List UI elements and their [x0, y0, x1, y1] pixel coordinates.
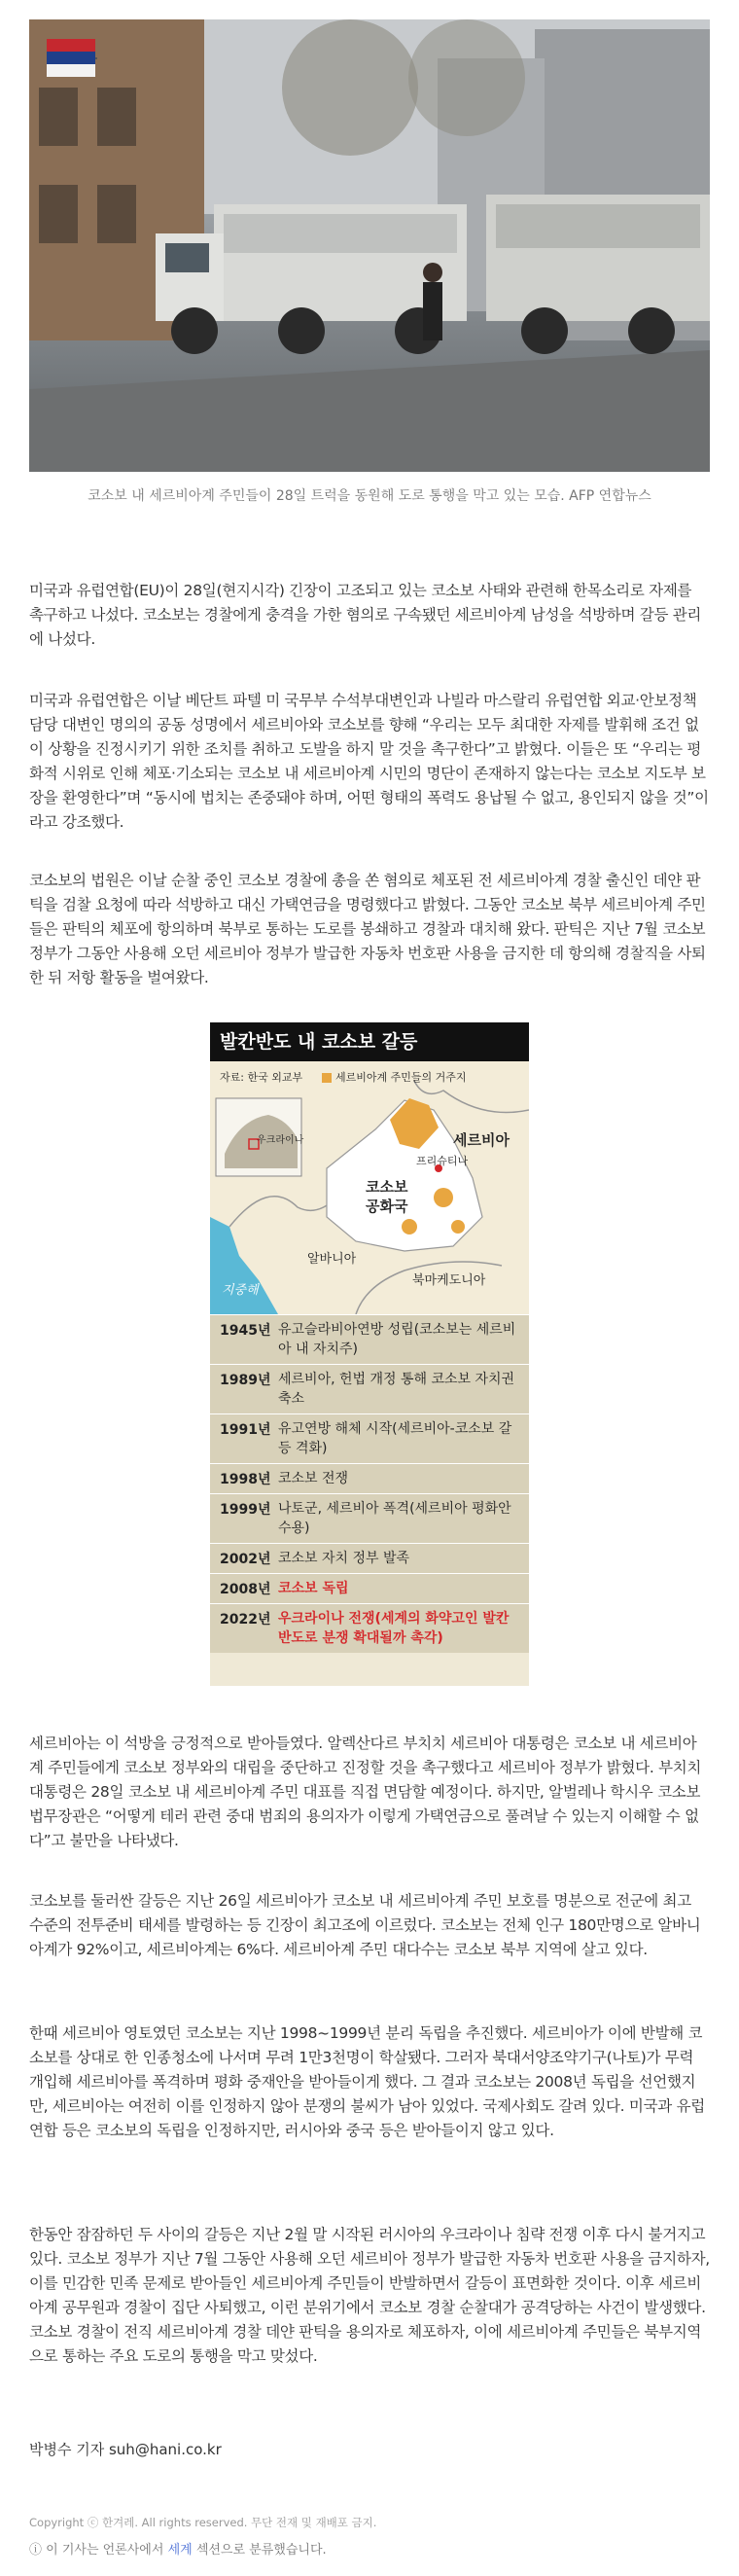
- section-classification: [29, 2539, 327, 2558]
- photo-caption: 코소보 내 세르비아계 주민들이 28일 트럭을 동원해 도로 통행을 막고 있는 모습. AFP 연합뉴스: [88, 488, 651, 504]
- article-paragraph-4: 세르비아는 이 석방을 긍정적으로 받아들였다. 알렉산다르 부치치 세르비아 대통령은 코소보 내 세르비아계 주민들에게 코소보 정부와의 대립을 중단하고 진정할 것을 촉구했다고 세르비아 정부가 밝혔다. 부치치 대통령은 28일 코소보 내 세르비아계 주민 대표를 직접 면담할 예정이다. 하지만, 알벌레나 학시우 코소보 법무장관은 “어떻게 테러 관련 중대 범죄의 용의자가 이렇게 가택연금으로 풀려날 수 있는지 이해할 수 없다”고 불만을 나타냈다.: [29, 1735, 702, 1849]
- article-paragraph-6: 한때 세르비아 영토였던 코소보는 지난 1998~1999년 분리 독립을 추진했다. 세르비아가 이에 반발해 코소보를 상대로 한 인종청소에 나서며 무려 1만3천명이 학살됐다. 그러자 북대서양조약기구(나토)가 무력 개입해 세르비아를 폭격하며 평화 중재안을 받아들이게 했다. 그 결과 코소보는 2008년 독립을 선언했지만, 세르비아는 여전히 이를 인정하지 않아 분쟁의 불씨가 남아 있었다. 국제사회도 갈려 있다. 미국과 유럽연합 등은 코소보의 독립을 인정하지만, 러시아와 중국 등은 받아들이지 않고 있다.: [29, 2024, 705, 2139]
- timeline-year: 1989년: [220, 1373, 271, 1388]
- article-wrapper: [29, 19, 710, 2558]
- article-paragraph-1: 미국과 유럽연합(EU)이 28일(현지시각) 긴장이 고조되고 있는 코소보 사태와 관련해 한목소리로 자제를 촉구하고 나섰다. 코소보는 경찰에게 충격을 가한 혐의로 구속됐던 세르비아계 남성을 석방하며 갈등 관리에 나섰다.: [29, 582, 702, 648]
- map-source: 자료: 한국 외교부: [220, 1071, 303, 1084]
- timeline-row: [210, 1364, 529, 1413]
- timeline-event: 세르비아, 헌법 개정 통해 코소보 자치권 축소: [278, 1372, 515, 1407]
- label-albania: 알바니아: [307, 1252, 357, 1267]
- timeline-event: 우크라이나 전쟁(세계의 화약고인 발칸반도로 분쟁 확대될까 촉각): [278, 1611, 510, 1646]
- timeline-year: 2008년: [220, 1582, 271, 1597]
- infographic-map: [210, 1061, 529, 1314]
- article-paragraph-7: 한동안 잠잠하던 두 사이의 갈등은 지난 2월 말 시작된 러시아의 우크라이나 침략 전쟁 이후 다시 불거지고 있다. 코소보 정부가 지난 7월 그동안 사용해 오던 세르비아 정부가 발급한 자동차 번호판 사용을 금지하자, 이를 민감한 민족 문제로 받아들인 세르비아계 주민들이 반발하면서 갈등이 표면화한 것이다. 이후 세르비아계 공무원과 경찰이 집단 사퇴했고, 이런 분위기에서 코소보 경찰 순찰대가 공격당하는 사건이 발생했다. 코소보 경찰이 전직 세르비아계 경찰 데얀 판틱을 용의자로 체포하자, 이에 세르비아계 주민들은 북부지역으로 통하는 주요 도로의 통행을 막고 맞섰다.: [29, 2226, 710, 2365]
- settlement-3: [451, 1220, 465, 1234]
- timeline-row: [210, 1603, 529, 1653]
- infographic-title: 발칸반도 내 코소보 갈등: [210, 1022, 529, 1061]
- timeline-event: 나토군, 세르비아 폭격(세르비아 평화안 수용): [278, 1501, 511, 1536]
- timeline-event: 코소보 독립: [278, 1581, 349, 1596]
- timeline-event: 유고연방 해체 시작(세르비아-코소보 갈등 격화): [278, 1421, 512, 1456]
- article-paragraph-3: 코소보의 법원은 이날 순찰 중인 코소보 경찰에 총을 쏜 혐의로 체포된 전 세르비아계 경찰 출신인 데얀 판틱을 검찰 요청에 따라 석방하고 대신 가택연금을 명령했다고 밝혔다. 그동안 코소보 북부 세르비아계 주민들은 판틱의 체포에 항의하며 북부로 통하는 도로를 봉쇄하고 경찰과 대치해 왔다. 판틱은 지난 7월 코소보 정부가 그동안 사용해 오던 세르비아 정부가 발급한 자동차 번호판 사용을 금지한 데 항의해 경찰직을 사퇴한 뒤 저항 활동을 벌여왔다.: [29, 872, 706, 986]
- label-north-macedonia: 북마케도니아: [412, 1273, 486, 1288]
- timeline-row: [210, 1543, 529, 1573]
- inset-label: 우크라이나: [257, 1135, 304, 1146]
- timeline-year: 1999년: [220, 1502, 271, 1518]
- timeline-row: [210, 1493, 529, 1543]
- label-kosovo: 코소보: [366, 1178, 408, 1196]
- timeline-row: [210, 1573, 529, 1603]
- byline: 박병수 기자 suh@hani.co.kr: [29, 2441, 222, 2458]
- map-legend: [322, 1069, 467, 1085]
- section-link[interactable]: 세계: [167, 2543, 193, 2558]
- timeline-year: 2022년: [220, 1612, 271, 1628]
- timeline-event: 유고슬라비아연방 성립(코소보는 세르비아 내 자치주): [278, 1322, 516, 1357]
- timeline-row: [210, 1314, 529, 1364]
- kosovo-infographic: [210, 1022, 529, 1686]
- article-photo: [29, 19, 710, 472]
- classify-suffix: 섹션으로 분류했습니다.: [192, 2543, 327, 2558]
- article-paragraph-2: 미국과 유럽연합은 이날 베단트 파텔 미 국무부 수석부대변인과 나빌라 마스랄리 유럽연합 외교·안보정책 담당 대변인 명의의 공동 성명에서 세르비아와 코소보를 향해 “우리는 모두 최대한 자제를 발휘해 조건 없이 상황을 진정시키기 위한 조치를 취하고 도발을 하지 말 것을 촉구한다”고 밝혔다. 이들은 또 “우리는 평화적 시위로 인해 체포·기소되는 코소보 내 세르비아계 시민의 명단이 존재하지 않는다는 코소보 지도부 보장을 환영한다”며 “동시에 법치는 존중돼야 하며, 어떤 형태의 폭력도 용납될 수 없고, 용인되지 않을 것”이라고 강조했다.: [29, 692, 709, 831]
- timeline-table: [210, 1314, 529, 1653]
- photo-illustration: [29, 19, 710, 472]
- timeline-row: [210, 1413, 529, 1463]
- copyright: Copyright ⓒ 한겨레. All rights reserved. 무단 전재 및 재배포 금지.: [29, 2516, 377, 2529]
- timeline-event: 코소보 전쟁: [278, 1471, 349, 1486]
- settlement-2: [402, 1219, 417, 1234]
- timeline-event: 코소보 자치 정부 발족: [278, 1551, 410, 1566]
- classify-prefix: ⓘ 이 기사는 언론사에서: [29, 2543, 168, 2558]
- label-kosovo-republic: 공화국: [366, 1198, 408, 1215]
- timeline-year: 1991년: [220, 1422, 271, 1438]
- label-serbia: 세르비아: [453, 1131, 510, 1149]
- label-sea: 지중해: [222, 1283, 259, 1298]
- label-pristina: 프리슈티나: [416, 1155, 469, 1167]
- article-paragraph-5: 코소보를 둘러싼 갈등은 지난 26일 세르비아가 코소보 내 세르비아계 주민 보호를 명분으로 전군에 최고 수준의 전투준비 태세를 발령하는 등 긴장이 최고조에 이르렀다. 코소보는 전체 인구 180만명으로 알바니아계가 92%이고, 세르비아계는 6%다. 세르비아계 주민 대다수는 코소보 북부 지역에 살고 있다.: [29, 1892, 701, 1958]
- timeline-row: [210, 1463, 529, 1493]
- timeline-year: 1945년: [220, 1323, 271, 1339]
- timeline-year: 2002년: [220, 1552, 271, 1567]
- settlement-1: [434, 1188, 453, 1207]
- legend-swatch: [322, 1073, 332, 1083]
- map-legend-label: 세르비아계 주민들의 거주지: [335, 1071, 467, 1084]
- timeline-year: 1998년: [220, 1472, 271, 1487]
